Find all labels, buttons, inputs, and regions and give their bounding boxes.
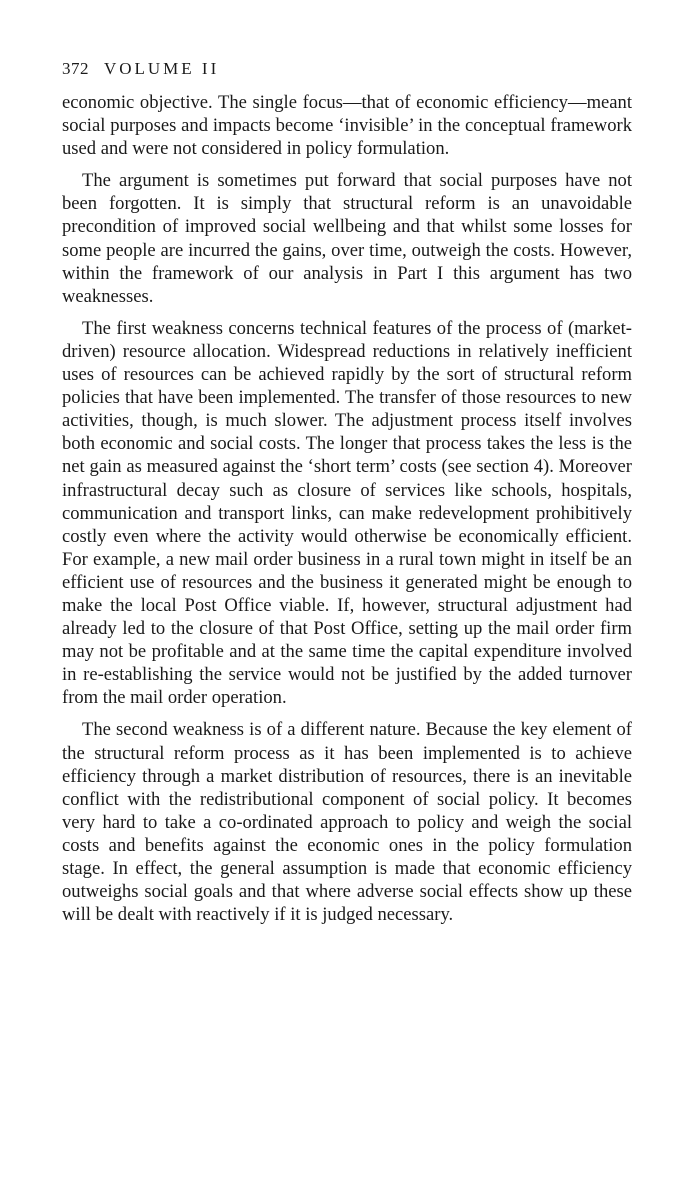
- paragraph-first-weakness: The first weakness concerns technical features of the process of (market-driven) resource allocation. Widespread reductions in relatively inefficient uses of resources can be achieved rapidly by the sort of structural reform policies that have been implemented. The transfer of those resources to new activities, though, is much slower. The adjustment process itself involves both economic and social costs. The longer that process takes the less is the net gain as measured against the ‘short term’ costs (see section 4). Moreover infrastructural decay such as closure of services like schools, hospitals, communication and transport links, can make redevelopment prohibitively costly even where the activity would otherwise be economically efficient. For example, a new mail order business in a rural town might in itself be an efficient use of resources and the business it generated might be enough to make the local Post Office viable. If, however, structural adjustment had already led to the closure of that Post Office, setting up the mail order firm may not be profitable and at the same time the capital expenditure involved in re-establishing the service would not be justified by the added turnover from the mail order operation.: [62, 317, 632, 709]
- paragraph-second-weakness: The second weakness is of a different nature. Because the key element of the structural reform process as it has been implemented is to achieve efficiency through a market distribution of resources, there is an inevitable conflict with the redistributional component of social policy. It becomes very hard to take a co-ordinated approach to policy and weigh the social costs and benefits against the economic ones in the policy formulation stage. In effect, the general assumption is made that economic efficiency outweighs social goals and that where adverse social effects show up these will be dealt with reactively if it is judged necessary.: [62, 719, 632, 926]
- page-number: 372: [62, 59, 89, 78]
- book-page: [62, 60, 632, 935]
- paragraph-continued: economic objective. The single focus—that of economic efficiency—meant social purposes and impacts become ‘invisible’ in the conceptual framework used and were not considered in policy formulation.: [62, 92, 632, 160]
- paragraph-argument: The argument is sometimes put forward that social purposes have not been forgotten. It is simply that structural reform is an unavoidable precondition of improved social wellbeing and that whilst some losses for some people are incurred the gains, over time, outweigh the costs. However, within the framework of our analysis in Part I this argument has two weaknesses.: [62, 170, 632, 307]
- volume-label: VOLUME II: [103, 59, 220, 78]
- running-header: [62, 60, 632, 77]
